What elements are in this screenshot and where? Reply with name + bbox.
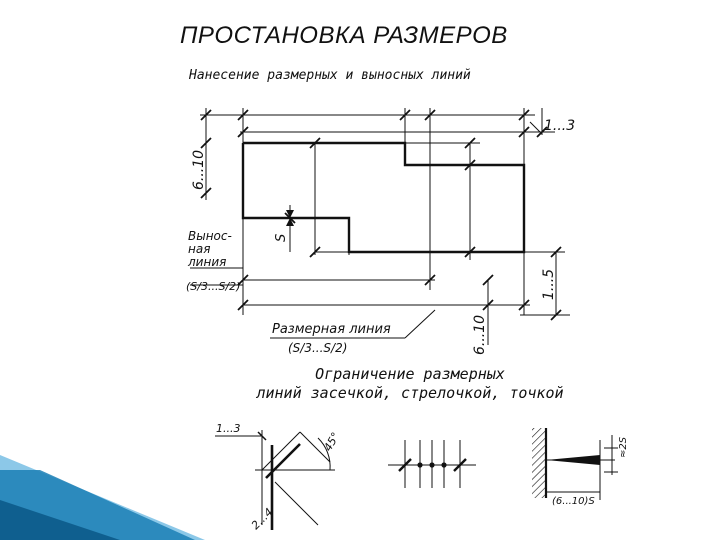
extension-lines [206,108,565,315]
dimension-dots [417,462,446,467]
dimension-lines [190,115,570,345]
tick-label-2-4: 2...4 [248,505,276,533]
label-1-5: 1...5 [541,268,557,300]
label-6-10-bottom: 6...10 [472,314,488,355]
extension-line-label-3: линия [188,255,227,269]
label-1-3: 1...3 [544,118,576,134]
corner-decoration [0,455,205,540]
label-s: S [274,233,289,242]
page-subtitle: Нанесение размерных и выносных линий [189,68,471,83]
caption-line-2: линий засечкой, стрелочкой, точкой [256,384,564,402]
dimension-line-label: Размерная линия [272,322,391,337]
arrow-label-width: ≈2S [618,436,629,458]
page-title: ПРОСТАНОВКА РАЗМЕРОВ [180,22,508,49]
tick-marks [201,110,561,320]
section-caption [240,365,580,403]
caption-line-1: Ограничение размерных [315,365,505,383]
extension-line-ratio: (S/3...S/2) [186,280,241,293]
dimension-line-ratio: (S/3...S/2) [288,341,348,355]
tick-label-angle: 45° [321,430,343,454]
label-6-10-left: 6...10 [191,149,207,190]
tick-label-1-3: 1...3 [216,422,241,435]
extension-line-label-2: ная [188,242,211,256]
arrow-label-range: (6...10)S [552,496,595,507]
extension-line-label-1: Вынос- [188,229,232,243]
arrow-example [532,428,618,500]
